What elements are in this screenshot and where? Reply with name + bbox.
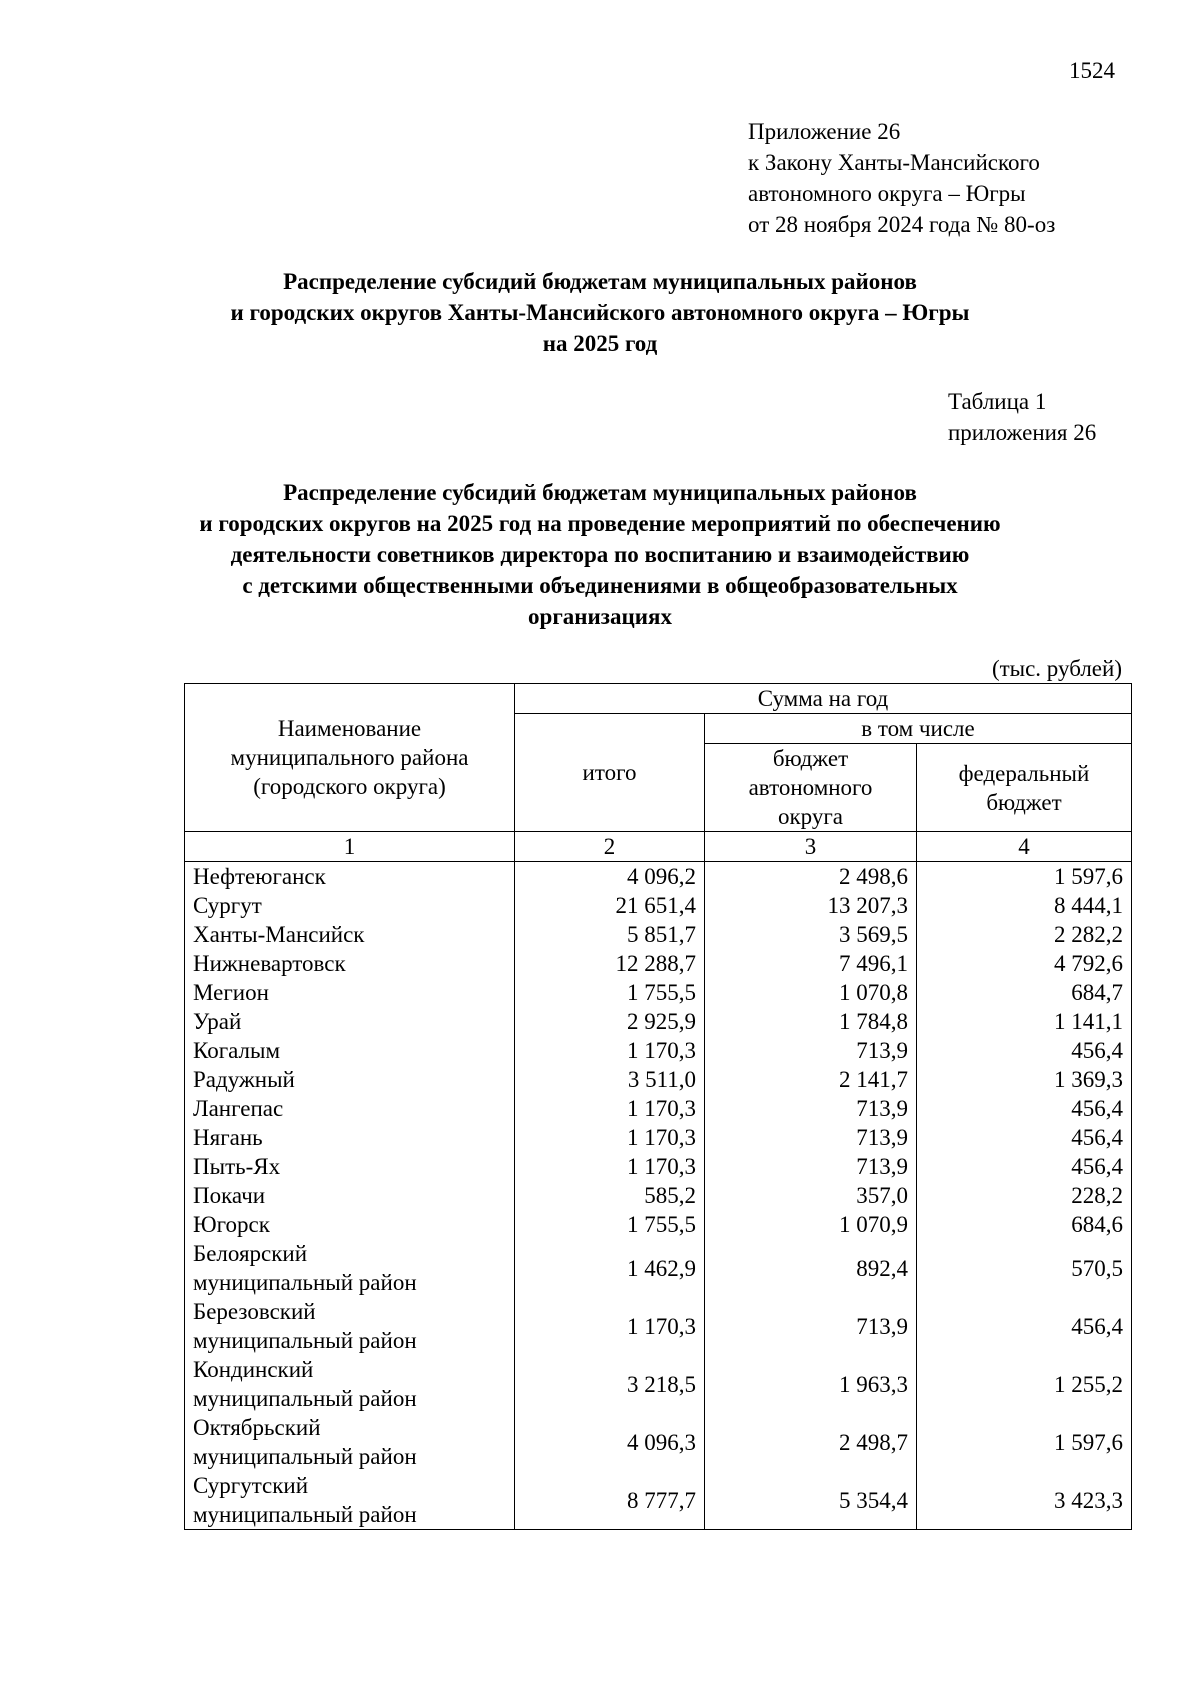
header-name: Наименование муниципального района (городского округа) bbox=[185, 684, 515, 832]
total-amount: 8 777,7 bbox=[515, 1471, 705, 1530]
municipality-name: Ханты-Мансийск bbox=[185, 920, 515, 949]
table-ref-line: Таблица 1 bbox=[948, 389, 1047, 414]
header-regional-budget: бюджет автономного округа bbox=[705, 744, 917, 832]
federal-budget-amount: 8 444,1 bbox=[917, 891, 1132, 920]
total-amount: 3 511,0 bbox=[515, 1065, 705, 1094]
table-row bbox=[185, 978, 1132, 1007]
federal-budget-amount: 3 423,3 bbox=[917, 1471, 1132, 1530]
regional-budget-amount: 7 496,1 bbox=[705, 949, 917, 978]
regional-budget-amount: 5 354,4 bbox=[705, 1471, 917, 1530]
column-number: 1 bbox=[185, 832, 515, 862]
header-sum-per-year: Сумма на год bbox=[515, 684, 1132, 714]
total-amount: 585,2 bbox=[515, 1181, 705, 1210]
federal-budget-amount: 684,6 bbox=[917, 1210, 1132, 1239]
regional-budget-amount: 3 569,5 bbox=[705, 920, 917, 949]
total-amount: 12 288,7 bbox=[515, 949, 705, 978]
total-amount: 2 925,9 bbox=[515, 1007, 705, 1036]
municipality-name: Когалым bbox=[185, 1036, 515, 1065]
table-row bbox=[185, 1210, 1132, 1239]
total-amount: 1 755,5 bbox=[515, 978, 705, 1007]
municipality-name: Сургут bbox=[185, 891, 515, 920]
regional-budget-amount: 13 207,3 bbox=[705, 891, 917, 920]
federal-budget-amount: 1 255,2 bbox=[917, 1355, 1132, 1413]
federal-budget-amount: 456,4 bbox=[917, 1036, 1132, 1065]
regional-budget-amount: 1 963,3 bbox=[705, 1355, 917, 1413]
total-amount: 1 462,9 bbox=[515, 1239, 705, 1297]
table-row bbox=[185, 920, 1132, 949]
table-row bbox=[185, 949, 1132, 978]
table-reference bbox=[948, 386, 1096, 448]
regional-budget-amount: 2 498,7 bbox=[705, 1413, 917, 1471]
regional-budget-amount: 892,4 bbox=[705, 1239, 917, 1297]
appendix-line: к Закону Ханты-Мансийского bbox=[748, 150, 1040, 175]
total-amount: 4 096,3 bbox=[515, 1413, 705, 1471]
municipality-name: Мегион bbox=[185, 978, 515, 1007]
regional-budget-amount: 1 070,9 bbox=[705, 1210, 917, 1239]
title-line: и городских округов на 2025 год на проведение мероприятий по обеспечению bbox=[199, 511, 1001, 536]
federal-budget-amount: 2 282,2 bbox=[917, 920, 1132, 949]
table-ref-line: приложения 26 bbox=[948, 420, 1097, 445]
appendix-line: автономного округа – Югры bbox=[748, 181, 1026, 206]
title-line: организациях bbox=[528, 604, 672, 629]
federal-budget-amount: 570,5 bbox=[917, 1239, 1132, 1297]
table-row bbox=[185, 1471, 1132, 1530]
column-number: 3 bbox=[705, 832, 917, 862]
municipality-name: Кондинский муниципальный район bbox=[185, 1355, 515, 1413]
table-row bbox=[185, 1094, 1132, 1123]
municipality-name: Нягань bbox=[185, 1123, 515, 1152]
units-label: (тыс. рублей) bbox=[991, 656, 1122, 681]
table-row bbox=[185, 1413, 1132, 1471]
total-amount: 5 851,7 bbox=[515, 920, 705, 949]
federal-budget-amount: 456,4 bbox=[917, 1123, 1132, 1152]
regional-budget-amount: 713,9 bbox=[705, 1123, 917, 1152]
total-amount: 1 755,5 bbox=[515, 1210, 705, 1239]
table-row bbox=[185, 1065, 1132, 1094]
column-number: 4 bbox=[917, 832, 1132, 862]
total-amount: 1 170,3 bbox=[515, 1152, 705, 1181]
table-row bbox=[185, 1007, 1132, 1036]
federal-budget-amount: 456,4 bbox=[917, 1094, 1132, 1123]
header-total: итого bbox=[515, 714, 705, 832]
appendix-line: Приложение 26 bbox=[748, 119, 901, 144]
total-amount: 1 170,3 bbox=[515, 1123, 705, 1152]
table-row bbox=[185, 891, 1132, 920]
regional-budget-amount: 713,9 bbox=[705, 1094, 917, 1123]
municipality-name: Нефтеюганск bbox=[185, 862, 515, 892]
appendix-reference bbox=[748, 116, 1055, 240]
title-line: на 2025 год bbox=[542, 331, 658, 356]
appendix-line: от 28 ноября 2024 года № 80-оз bbox=[748, 212, 1056, 237]
table-row bbox=[185, 862, 1132, 892]
total-amount: 1 170,3 bbox=[515, 1297, 705, 1355]
total-amount: 1 170,3 bbox=[515, 1036, 705, 1065]
regional-budget-amount: 2 498,6 bbox=[705, 862, 917, 892]
municipality-name: Радужный bbox=[185, 1065, 515, 1094]
federal-budget-amount: 228,2 bbox=[917, 1181, 1132, 1210]
municipality-name: Лангепас bbox=[185, 1094, 515, 1123]
header-federal-budget: федеральный бюджет bbox=[917, 744, 1132, 832]
regional-budget-amount: 713,9 bbox=[705, 1152, 917, 1181]
table-row bbox=[185, 1152, 1132, 1181]
municipality-name: Урай bbox=[185, 1007, 515, 1036]
federal-budget-amount: 4 792,6 bbox=[917, 949, 1132, 978]
federal-budget-amount: 456,4 bbox=[917, 1297, 1132, 1355]
regional-budget-amount: 1 784,8 bbox=[705, 1007, 917, 1036]
regional-budget-amount: 713,9 bbox=[705, 1297, 917, 1355]
federal-budget-amount: 1 141,1 bbox=[917, 1007, 1132, 1036]
table-row bbox=[185, 1123, 1132, 1152]
total-amount: 1 170,3 bbox=[515, 1094, 705, 1123]
header-including: в том числе bbox=[705, 714, 1132, 744]
table-row bbox=[185, 1297, 1132, 1355]
page-number: 1524 bbox=[1069, 58, 1115, 83]
municipality-name: Октябрьский муниципальный район bbox=[185, 1413, 515, 1471]
total-amount: 21 651,4 bbox=[515, 891, 705, 920]
municipality-name: Пыть-Ях bbox=[185, 1152, 515, 1181]
municipality-name: Сургутский муниципальный район bbox=[185, 1471, 515, 1530]
regional-budget-amount: 357,0 bbox=[705, 1181, 917, 1210]
title-line: и городских округов Ханты-Мансийского автономного округа – Югры bbox=[230, 300, 970, 325]
document-title bbox=[0, 266, 1200, 359]
table-row bbox=[185, 1036, 1132, 1065]
table-row bbox=[185, 1239, 1132, 1297]
federal-budget-amount: 456,4 bbox=[917, 1152, 1132, 1181]
federal-budget-amount: 1 597,6 bbox=[917, 1413, 1132, 1471]
regional-budget-amount: 713,9 bbox=[705, 1036, 917, 1065]
title-line: Распределение субсидий бюджетам муниципальных районов bbox=[283, 480, 917, 505]
federal-budget-amount: 1 597,6 bbox=[917, 862, 1132, 892]
federal-budget-amount: 1 369,3 bbox=[917, 1065, 1132, 1094]
municipality-name: Белоярский муниципальный район bbox=[185, 1239, 515, 1297]
regional-budget-amount: 1 070,8 bbox=[705, 978, 917, 1007]
table-title bbox=[0, 477, 1200, 632]
total-amount: 3 218,5 bbox=[515, 1355, 705, 1413]
total-amount: 4 096,2 bbox=[515, 862, 705, 892]
regional-budget-amount: 2 141,7 bbox=[705, 1065, 917, 1094]
title-line: с детскими общественными объединениями в общеобразовательных bbox=[242, 573, 958, 598]
municipality-name: Югорск bbox=[185, 1210, 515, 1239]
title-line: Распределение субсидий бюджетам муниципальных районов bbox=[283, 269, 917, 294]
subsidy-table bbox=[184, 683, 1132, 1530]
federal-budget-amount: 684,7 bbox=[917, 978, 1132, 1007]
title-line: деятельности советников директора по воспитанию и взаимодействию bbox=[230, 542, 970, 567]
table-row bbox=[185, 1181, 1132, 1210]
municipality-name: Покачи bbox=[185, 1181, 515, 1210]
column-number: 2 bbox=[515, 832, 705, 862]
table-row bbox=[185, 1355, 1132, 1413]
table-body bbox=[185, 862, 1132, 1530]
municipality-name: Березовский муниципальный район bbox=[185, 1297, 515, 1355]
municipality-name: Нижневартовск bbox=[185, 949, 515, 978]
